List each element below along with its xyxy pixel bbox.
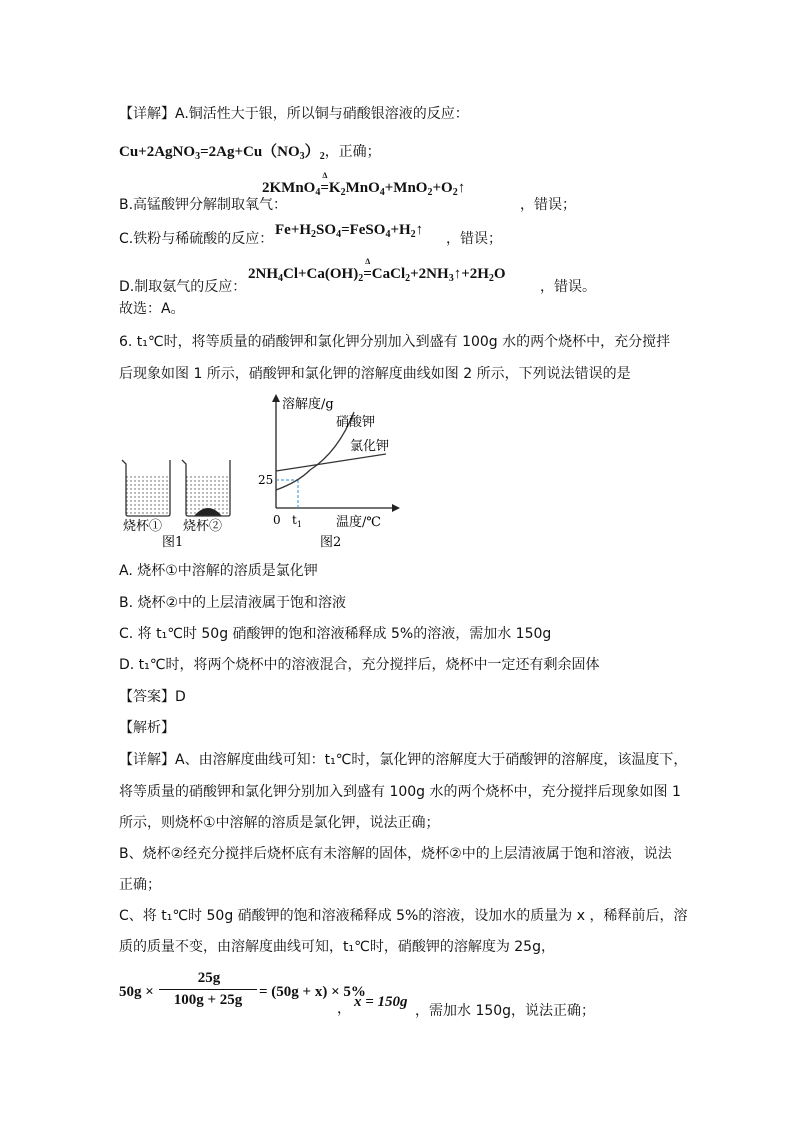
option-c: C. 将 t₁℃时 50g 硝酸钾的饱和溶液稀释成 5%的溶液，需加水 150g	[119, 626, 552, 642]
option-a: A. 烧杯①中溶解的溶质是氯化钾	[119, 563, 318, 579]
question-6-line-2: 后现象如图 1 所示，硝酸钾和氯化钾的溶解度曲线如图 2 所示，下列说法错误的是	[119, 366, 631, 382]
y-25-tick-label: 25	[258, 473, 274, 487]
equation-d: $2NH_4Cl+Ca(OH)_2$ Δ $=CaCl_2+2NH_3↑+2H_2O$	[248, 257, 506, 284]
kno3-label: 硝酸钾	[336, 415, 376, 430]
option-d: D. t₁℃时，将两个烧杯中的溶液混合，充分搅拌后，烧杯中一定还有剩余固体	[119, 657, 600, 673]
option-c-detail-prefix: C.铁粉与稀硫酸的反应：	[119, 231, 274, 247]
option-b-detail-prefix: B.高锰酸钾分解制取氧气：	[119, 197, 288, 213]
kcl-label: 氯化钾	[350, 439, 390, 454]
choose-text: 故选：A。	[119, 301, 185, 317]
figure-beakers-and-solubility	[110, 392, 410, 552]
x-axis-label: 温度/℃	[336, 515, 381, 530]
explain-c-line-1: C、将 t₁℃时 50g 硝酸钾的饱和溶液稀释成 5%的溶液，设加水的质量为 x ，稀释前后，溶	[119, 908, 688, 924]
beaker-2-label: 烧杯②	[183, 519, 223, 534]
explain-b-line-2: 正确；	[119, 877, 161, 893]
beaker-1-label: 烧杯①	[123, 519, 163, 534]
figure-1-caption: 图1	[162, 535, 184, 550]
option-b-detail-suffix: ，错误；	[520, 197, 576, 213]
explain-a-line-3: 所示，则烧杯①中溶解的溶质是氯化钾，说法正确；	[119, 815, 440, 831]
equation-b: 2KMnO$_4$ Δ $=K_2MnO_4+MnO_2+O_2↑$	[262, 171, 466, 198]
question-6-line-1: 6. t₁℃时，将等质量的硝酸钾和氯化钾分别加入到盛有 100g 水的两个烧杯中，充分搅拌	[119, 334, 671, 350]
fraction-bar	[159, 989, 257, 990]
explain-b-line-1: B、烧杯②经充分搅拌后烧杯底有未溶解的固体，烧杯②中的上层清液属于饱和溶液，说法	[119, 846, 672, 862]
t1-tick-label: $t_1$	[292, 513, 302, 529]
beaker-2	[182, 460, 230, 516]
option-d-detail-prefix: D.制取氨气的反应：	[119, 279, 247, 295]
option-b: B. 烧杯②中的上层清液属于饱和溶液	[119, 595, 347, 611]
x-axis-arrow	[392, 504, 400, 512]
option-d-detail-suffix: ，错误。	[540, 279, 596, 295]
explain-c-line-2: 质的质量不变，由溶解度曲线可知，t₁℃时，硝酸钾的溶解度为 25g，	[119, 939, 555, 955]
detail-a-text: 【详解】A.铜活性大于银，所以铜与硝酸银溶液的反应：	[119, 106, 469, 122]
explain-a-line-2: 将等质量的硝酸钾和氯化钾分别加入到盛有 100g 水的两个烧杯中，充分搅拌后现象如图 1	[119, 784, 681, 800]
analysis-heading: 【解析】	[119, 720, 175, 736]
kcl-curve	[276, 454, 386, 471]
explain-a-line-1: 【详解】A、由溶解度曲线可知：t₁℃时，氯化钾的溶解度大于硝酸钾的溶解度，该温度下，	[119, 752, 688, 768]
origin-label: 0	[273, 513, 281, 527]
figure-2-caption: 图2	[320, 535, 342, 550]
beaker-1	[122, 460, 170, 516]
answer: 【答案】D	[119, 689, 186, 705]
option-c-detail-suffix: ，错误；	[446, 231, 502, 247]
equation-a: $Cu+2AgNO_3=2Ag+Cu(NO_3)_2$，正确；	[119, 144, 381, 162]
y-axis-arrow	[272, 394, 280, 402]
equation-c: $Fe+H_2SO_4=FeSO_4+H_2↑$	[275, 222, 424, 240]
y-axis-label: 溶解度/g	[282, 397, 334, 412]
